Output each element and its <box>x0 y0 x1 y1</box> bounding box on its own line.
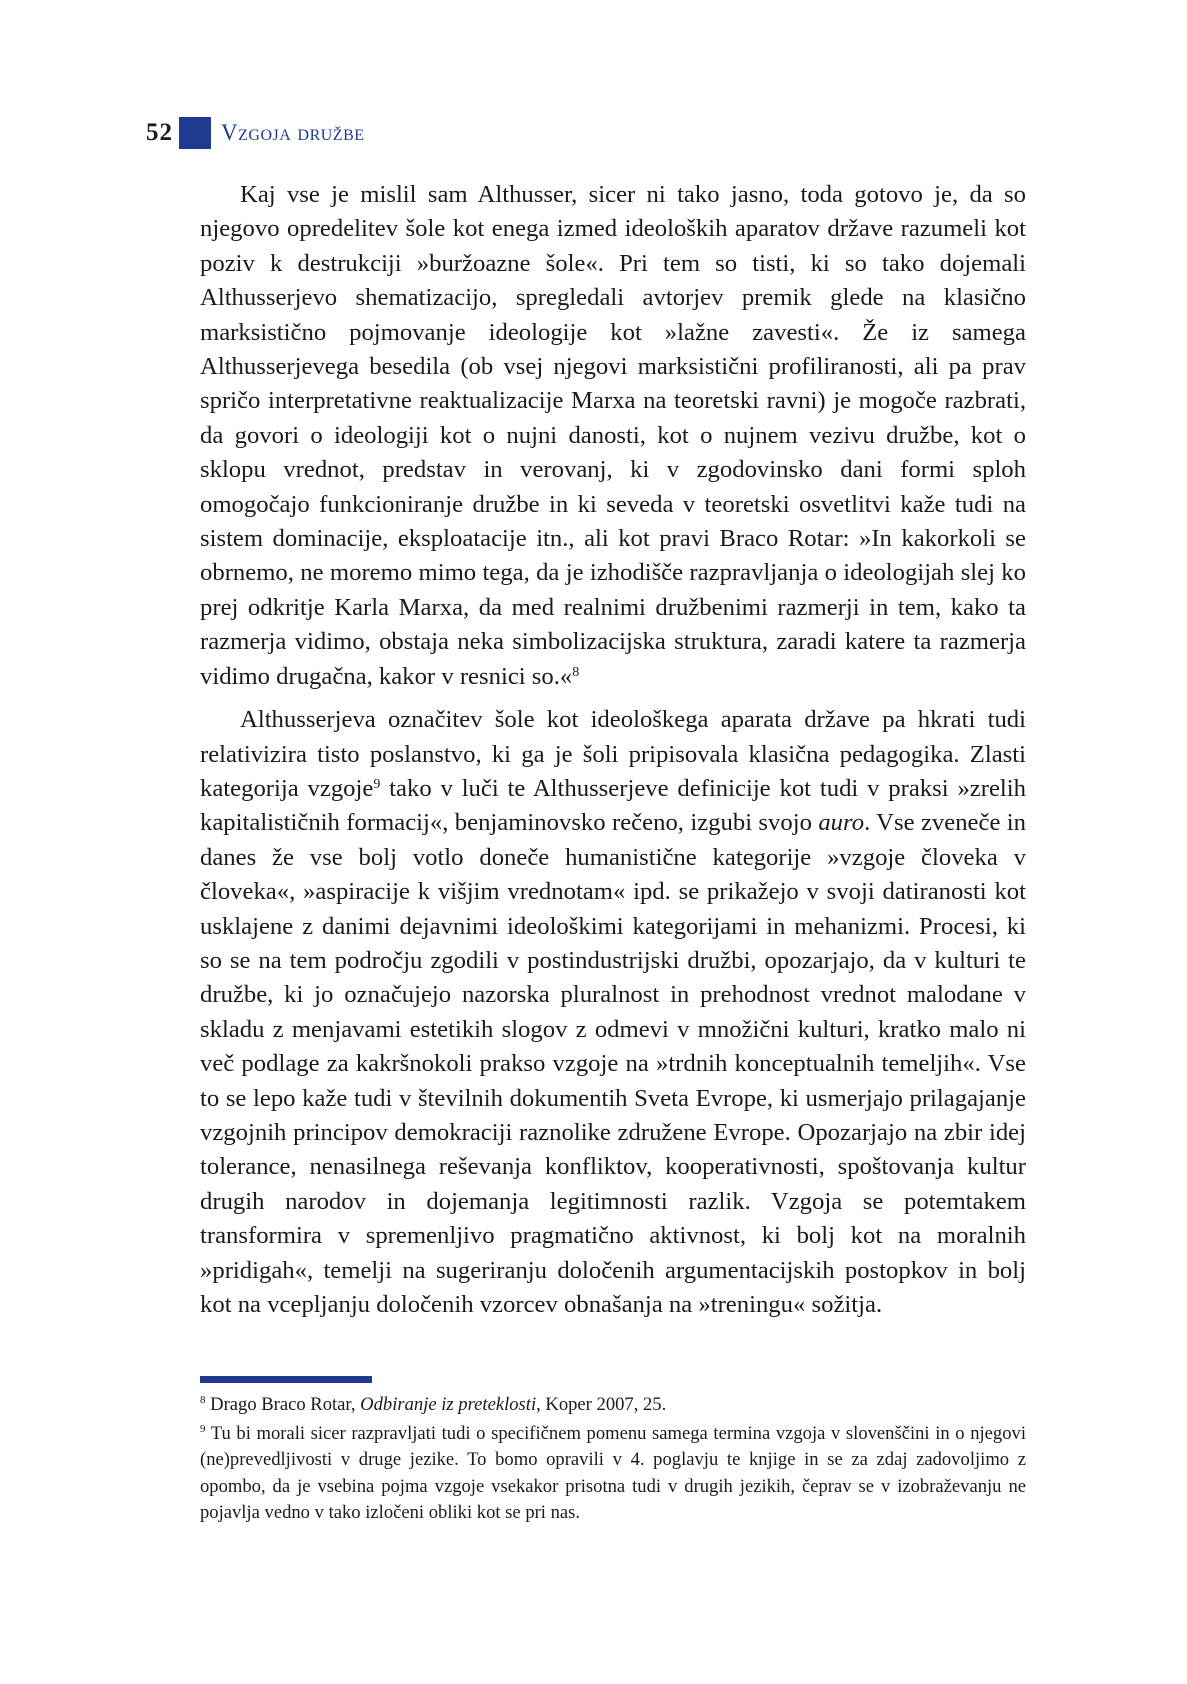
paragraph-2-part-2: tako v luči te Althusserjeve definicije kot tudi v praksi »zrelih kapitalističnih formacij«, benjaminovsko rečeno, izgubi svojo <box>200 774 1026 837</box>
footnote-ref-8[interactable]: 8 <box>572 664 580 680</box>
footnote-8-number: 8 <box>200 1394 206 1406</box>
footnote-ref-9[interactable]: 9 <box>373 776 381 792</box>
paragraph-1-text: Kaj vse je mislil sam Althusser, sicer ni tako jasno, toda gotovo je, da so njegovo opredelitev šole kot enega izmed ideoloških aparatov države razumeli kot poziv k destrukciji »buržoazne šole«. Pri tem so tisti, ki so tako dojemali Althusserjevo shematizacijo, spregledali avtorjev premik glede na klasično marksistično pojmovanje ideologije kot »lažne zavesti«. Že iz samega Althusserjevega besedila (ob vsej njegovi marksistični profiliranosti, ali pa prav spričo interpretativne reaktualizacije Marxa na teoretski ravni) je mogoče razbrati, da govori o ideologiji kot o nujni danosti, kot o nujnem vezivu družbe, kot o sklopu vrednot, predstav in verovanj, ki v zgodovinsko dani formi sploh omogočajo funkcioniranje družbe in ki seveda v teoretski osvetlitvi kaže tudi na sistem dominacije, eksploatacije itn., ali kot pravi Braco Rotar: »In kakorkoli se obrnemo, ne moremo mimo tega, da je izhodišče razpravljanja o ideologijah slej ko prej odkritje Karla Marxa, da med realnimi družbenimi razmerji in tem, kako ta razmerja vidimo, obstaja neka simbolizacijska struktura, zaradi katere ta razmerja vidimo drugačna, kakor v resnici so.« <box>200 181 1026 690</box>
main-text <box>200 178 1026 1333</box>
running-header <box>146 116 365 150</box>
paragraph-1 <box>200 178 1026 694</box>
paragraph-2 <box>200 703 1026 1322</box>
paragraph-2-part-3: . Vse zveneče in danes že vse bolj votlo doneče humanistične kategorije »vzgoje človeka v človeka«, »aspiracije k višjim vrednotam« ipd. se prikažejo v svoji datiranosti kot usklajene z danimi dejavnimi ideološkimi kategorijami in mehanizmi. Procesi, ki so se na tem področju zgodili v postindustrijski družbi, opozarjajo, da v kulturi te družbe, ki jo označujejo nazorska pluralnost in prehodnost vrednot malodane v skladu z menjavami estetikih slogov z odmevi v množični kulturi, kratko malo ni več podlage za kakršnokoli prakso vzgoje na »trdnih konceptualnih temeljih«. Vse to se lepo kaže tudi v številnih dokumentih Sveta Evrope, ki usmerjajo prilagajanje vzgojnih principov demokraciji raznolike združene Evrope. Opozarjajo na zbir idej tolerance, nenasilnega reševanja konfliktov, kooperativnosti, spoštovanja kultur drugih narodov in dojemanja legitimnosti razlik. Vzgoja se potemtakem transformira v spremenljivo pragmatično aktivnost, ki bolj kot na moralnih »pridigah«, temelji na sugeriranju določenih argumentacijskih postopkov in bolj kot na vcepljanju določenih vzorcev obnašanja na »treningu« sožitja. <box>200 809 1027 1318</box>
paragraph-2-part-1: Althusserjeva označitev šole kot ideološkega aparata države pa hkrati tudi relativizira tisto poslanstvo, ki ga je šoli pripisovala klasična pedagogika. Zlasti kategorija vzgoje <box>200 706 1026 802</box>
running-title: Vzgoja družbe <box>221 120 365 145</box>
footnote-9 <box>200 1421 1026 1527</box>
footnotes <box>200 1392 1026 1529</box>
footnote-9-number: 9 <box>200 1422 206 1435</box>
footnote-8-title: Odbiranje iz preteklosti <box>360 1394 537 1415</box>
footnote-8-after: , Koper 2007, 25. <box>536 1394 667 1415</box>
footnote-9-text: Tu bi morali sicer razpravljati tudi o specifičnem pomenu samega termina vzgoja v slovenščini in o njegovi (ne)prevedljivosti v druge jezike. To bomo opravili v 4. poglavju te knjige in se za zdaj zadovoljimo z opombo, da je vsebina pojma vzgoje vsekakor prisotna tudi v drugih jezikih, čeprav se v izobraževanju ne pojavlja vedno v tako izločeni obliki kot se pri nas. <box>200 1422 1026 1523</box>
paragraph-2-italic: auro <box>818 809 865 837</box>
footnote-separator <box>200 1376 372 1383</box>
page-number: 52 <box>146 119 173 146</box>
footnote-8-before: Drago Braco Rotar, <box>205 1394 361 1415</box>
footnote-8 <box>200 1392 1026 1419</box>
header-square-marker <box>179 117 211 149</box>
